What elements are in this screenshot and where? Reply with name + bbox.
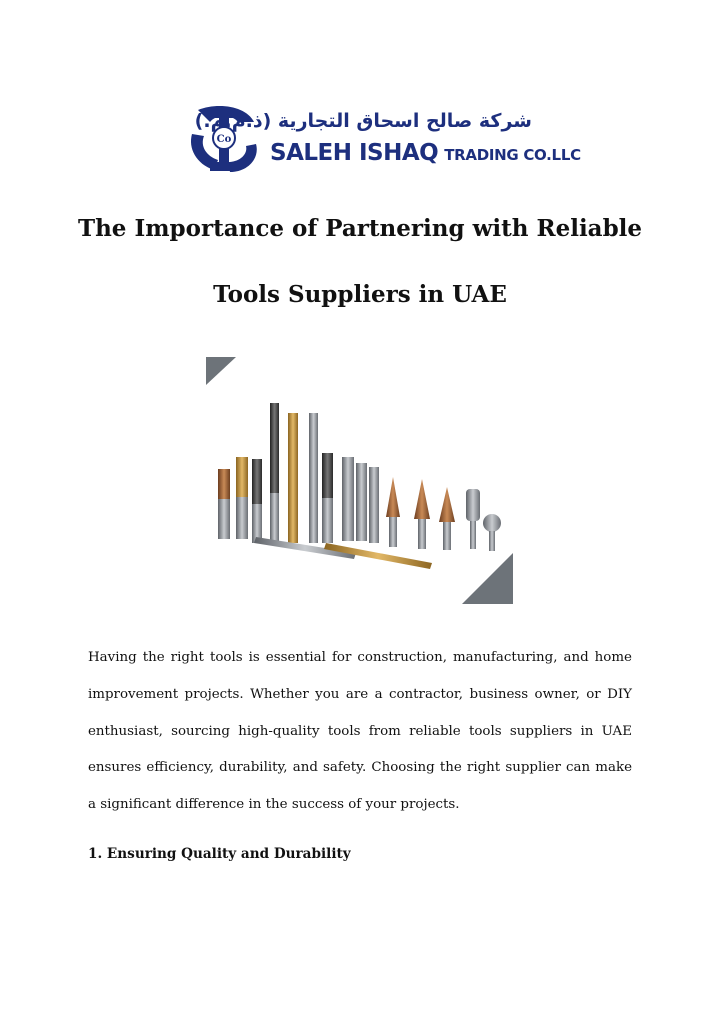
corner-bottom-right — [462, 553, 513, 604]
section-heading-quality: 1. Ensuring Quality and Durability — [88, 846, 351, 862]
intro-paragraph: Having the right tools is essential for construction, manufacturing, and home improvement projects. Whether you are a contractor, business owner, or DIY enthusiast, sourcing high-quality tools from reliable tools suppliers in UAE ensures efficiency, durability, and safety. Choosing the right supplier can make a significant difference in the success of your projects. — [88, 650, 632, 813]
logo-english-main: SALEH ISHAQ — [270, 140, 439, 166]
logo-english-name — [270, 140, 581, 166]
logo-english-suffix: TRADING CO.LLC — [444, 146, 581, 164]
logo-monogram-text: Co — [216, 134, 232, 145]
company-logo — [188, 104, 581, 174]
page-title-line-2: Tools Suppliers in UAE — [213, 281, 507, 308]
drill-bits-image — [206, 357, 513, 604]
corner-top-left — [206, 357, 236, 385]
page-title-line-1: The Importance of Partnering with Reliable — [77, 215, 643, 242]
logo-arabic-name: شركة صالح اسحاق التجارية (ذ.م.م.) — [194, 110, 532, 132]
